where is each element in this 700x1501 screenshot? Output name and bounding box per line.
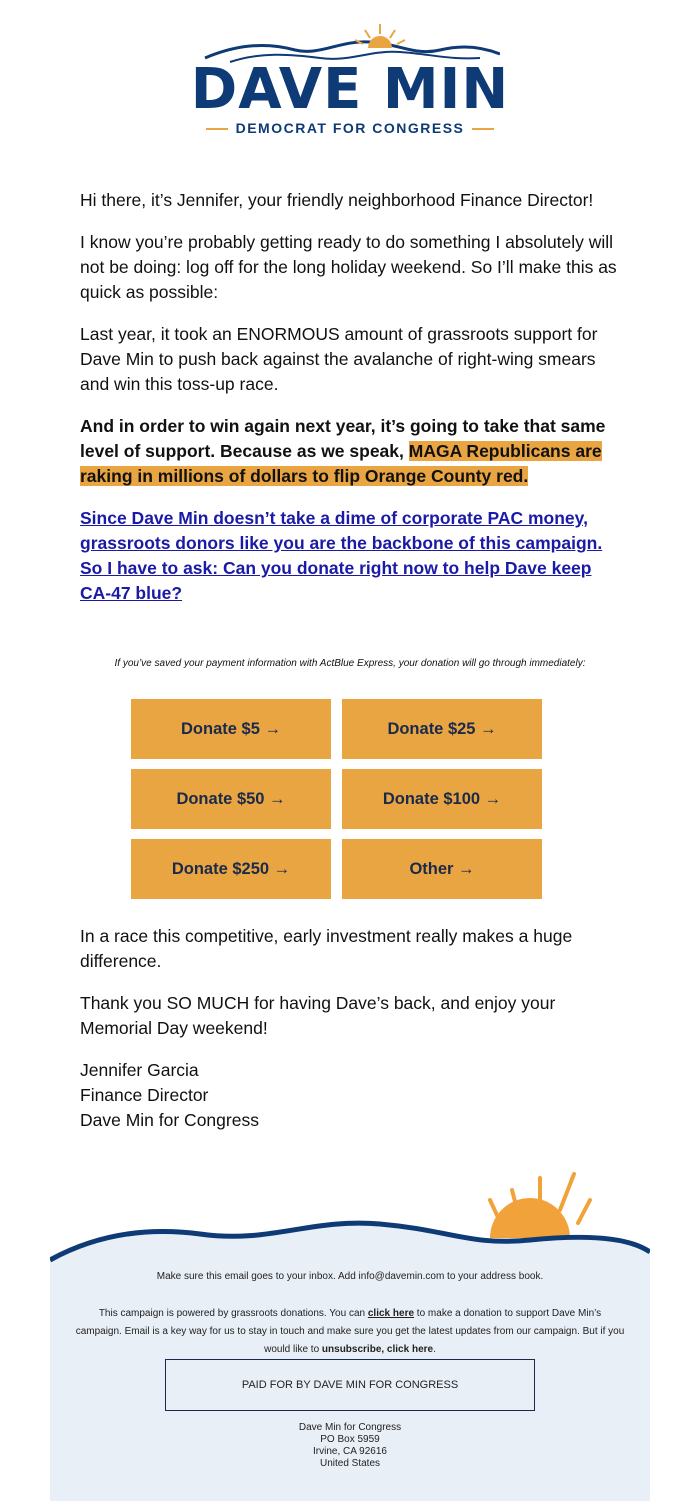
email-closing xyxy=(80,924,625,1133)
paragraph-thank-you: Thank you SO MUCH for having Dave’s back, and enjoy your Memorial Day weekend! xyxy=(80,993,556,1038)
paragraph-greeting: Hi there, it’s Jennifer, your friendly neighborhood Finance Director! xyxy=(80,190,594,210)
powered-pre: This campaign is powered by grassroots donations. You can xyxy=(98,1308,368,1319)
header-logo xyxy=(0,0,700,150)
paragraph-ask xyxy=(80,506,625,606)
donate-50-button[interactable]: Donate $50 → xyxy=(131,769,331,829)
paragraph-investment: In a race this competitive, early investment really makes a huge difference. xyxy=(80,926,573,971)
signature-name: Jennifer Garcia xyxy=(80,1060,199,1080)
email-body xyxy=(80,188,625,623)
logo-tagline xyxy=(0,120,700,136)
address-line-1: Dave Min for Congress xyxy=(298,1422,402,1433)
donate-5-button[interactable]: Donate $5 → xyxy=(131,699,331,759)
logo-wordmark: DAVE MIN xyxy=(190,57,510,122)
paragraph-win-again xyxy=(80,414,625,489)
actblue-express-note: If you’ve saved your payment information with ActBlue Express, your donation will go through immediately: xyxy=(114,658,586,669)
footer-address xyxy=(50,1422,650,1470)
footer-donate-link[interactable]: click here xyxy=(367,1308,415,1319)
address-line-2: PO Box 5959 xyxy=(320,1434,380,1445)
tagline-text: DEMOCRAT FOR CONGRESS xyxy=(235,120,465,136)
donate-25-button[interactable]: Donate $25 → xyxy=(342,699,542,759)
paid-for-text: PAID FOR BY DAVE MIN FOR CONGRESS xyxy=(241,1379,459,1391)
signature xyxy=(80,1058,625,1133)
address-line-3: Irvine, CA 92616 xyxy=(313,1446,387,1457)
footer-inbox-note: Make sure this email goes to your inbox. Add info@davemin.com to your address book. xyxy=(156,1271,544,1282)
unsubscribe-link[interactable]: unsubscribe, click here xyxy=(321,1344,434,1355)
donate-100-button[interactable]: Donate $100 → xyxy=(342,769,542,829)
footer-powered-note xyxy=(75,1305,625,1359)
donate-other-button[interactable]: Other → xyxy=(342,839,542,899)
donate-250-button[interactable]: Donate $250 → xyxy=(131,839,331,899)
powered-mid: to make a donation to support Dave Min’s campaign. Email is a key way for us to stay in touch and make sure you get the latest updates from our campaign. But if you would like to xyxy=(75,1308,625,1355)
win-again-text: And in order to win again next year, it’s going to take that same level of support. Because as we speak, xyxy=(80,416,606,461)
signature-org: Dave Min for Congress xyxy=(80,1110,259,1130)
powered-end: . xyxy=(433,1344,436,1355)
tagline-dash-left xyxy=(206,128,228,130)
tagline-dash-right xyxy=(472,128,494,130)
donate-ask-link[interactable]: Since Dave Min doesn’t take a dime of corporate PAC money, grassroots donors like you are the backbone of this campaign. So I have to ask: Can you donate right now to help Dave keep CA-47 blue? xyxy=(80,508,603,603)
address-line-4: United States xyxy=(319,1458,381,1469)
donate-button-grid xyxy=(131,699,542,899)
footer-wave-sun-icon xyxy=(50,1168,650,1268)
signature-title: Finance Director xyxy=(80,1085,209,1105)
paragraph-last-year: Last year, it took an ENORMOUS amount of grassroots support for Dave Min to push back against the avalanche of right-wing smears and win this toss-up race. xyxy=(80,324,598,394)
paid-for-box xyxy=(165,1359,535,1411)
highlighted-text: MAGA Republicans are raking in millions of dollars to flip Orange County red. xyxy=(80,441,602,486)
paragraph-holiday: I know you’re probably getting ready to do something I absolutely will not be doing: log off for the long holiday weekend. So I’ll make this as quick as possible: xyxy=(80,232,617,302)
